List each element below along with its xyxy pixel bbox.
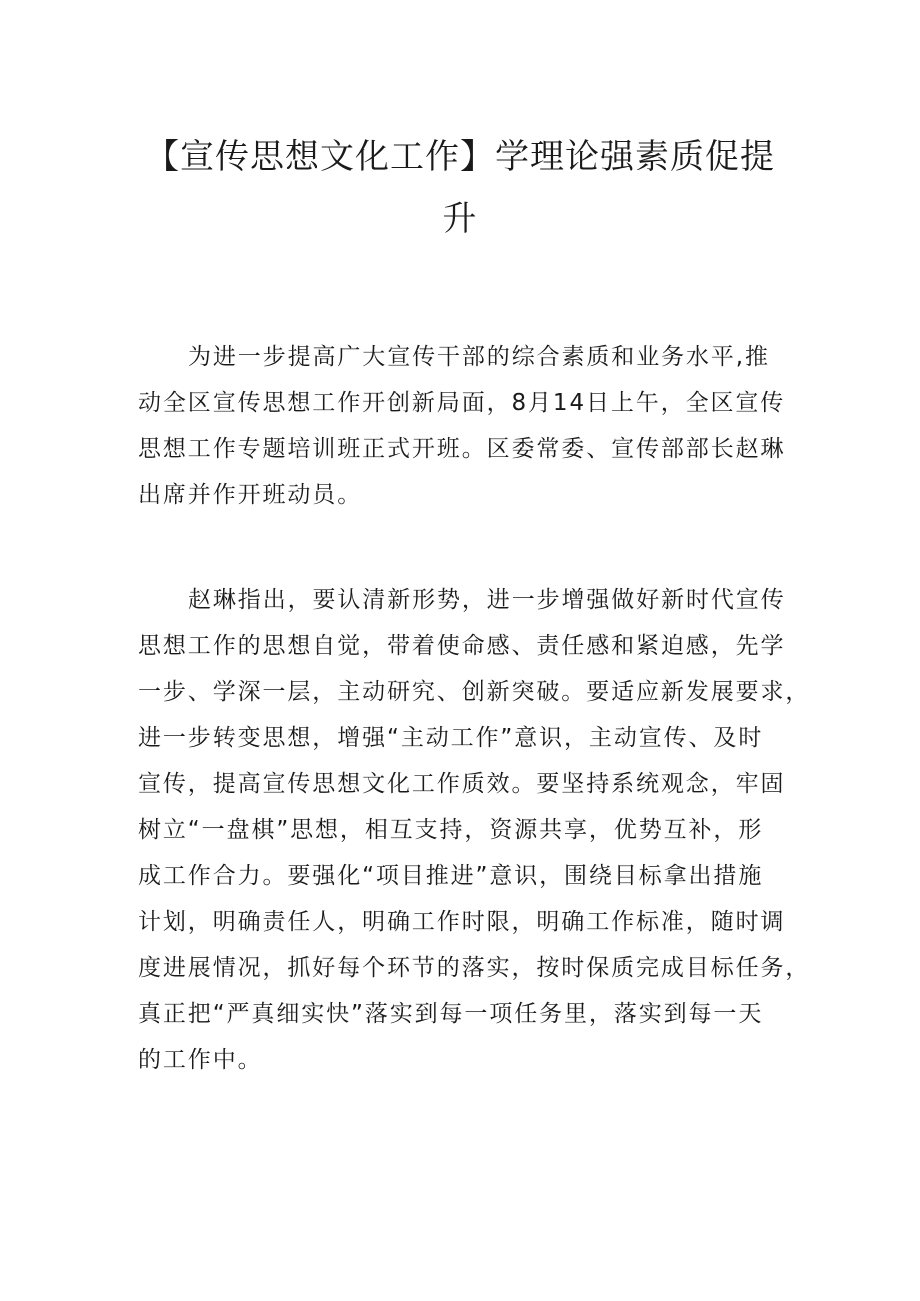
- paragraph-line: 一步、学深一层，主动研究、创新突破。要适应新发展要求，: [138, 679, 811, 705]
- paragraph-line: 赵琳指出，要认清新形势，进一步增强做好新时代宣传: [188, 587, 786, 613]
- paragraph-2: [138, 577, 811, 1083]
- paragraph-line: 思想工作的思想自觉，带着使命感、责任感和紧迫感，先学: [138, 633, 786, 659]
- paragraph-line: 成工作合力。要强化“项目推进”意识，围绕目标拿出措施: [138, 863, 764, 889]
- paragraph-line: 为进一步提高广大宣传干部的综合素质和业务水平,推: [188, 344, 770, 370]
- paragraph-line: 的工作中。: [138, 1047, 263, 1073]
- paragraph-line: 进一步转变思想，增强“主动工作”意识，主动宣传、及时: [138, 725, 764, 751]
- title-line: 【宣传思想文化工作】学理论强素质促提: [145, 137, 775, 177]
- title-line: 升: [442, 199, 478, 239]
- document-title: [130, 126, 790, 250]
- paragraph-line: 出席并作开班动员。: [138, 482, 363, 508]
- paragraph-line: 计划，明确责任人，明确工作时限，明确工作标准，随时调: [138, 909, 786, 935]
- paragraph-line: 动全区宣传思想工作开创新局面，8月14日上午，全区宣传: [138, 390, 786, 416]
- paragraph-line: 宣传，提高宣传思想文化工作质效。要坚持系统观念，牢固: [138, 771, 786, 797]
- paragraph-line: 真正把“严真细实快”落实到每一项任务里，落实到每一天: [138, 1001, 764, 1027]
- paragraph-line: 思想工作专题培训班正式开班。区委常委、宣传部部长赵琳: [138, 436, 786, 462]
- paragraph-1: [138, 334, 798, 518]
- paragraph-line: 树立“一盘棋”思想，相互支持，资源共享，优势互补，形: [138, 817, 764, 843]
- paragraph-line: 度进展情况，抓好每个环节的落实，按时保质完成目标任务，: [138, 955, 811, 981]
